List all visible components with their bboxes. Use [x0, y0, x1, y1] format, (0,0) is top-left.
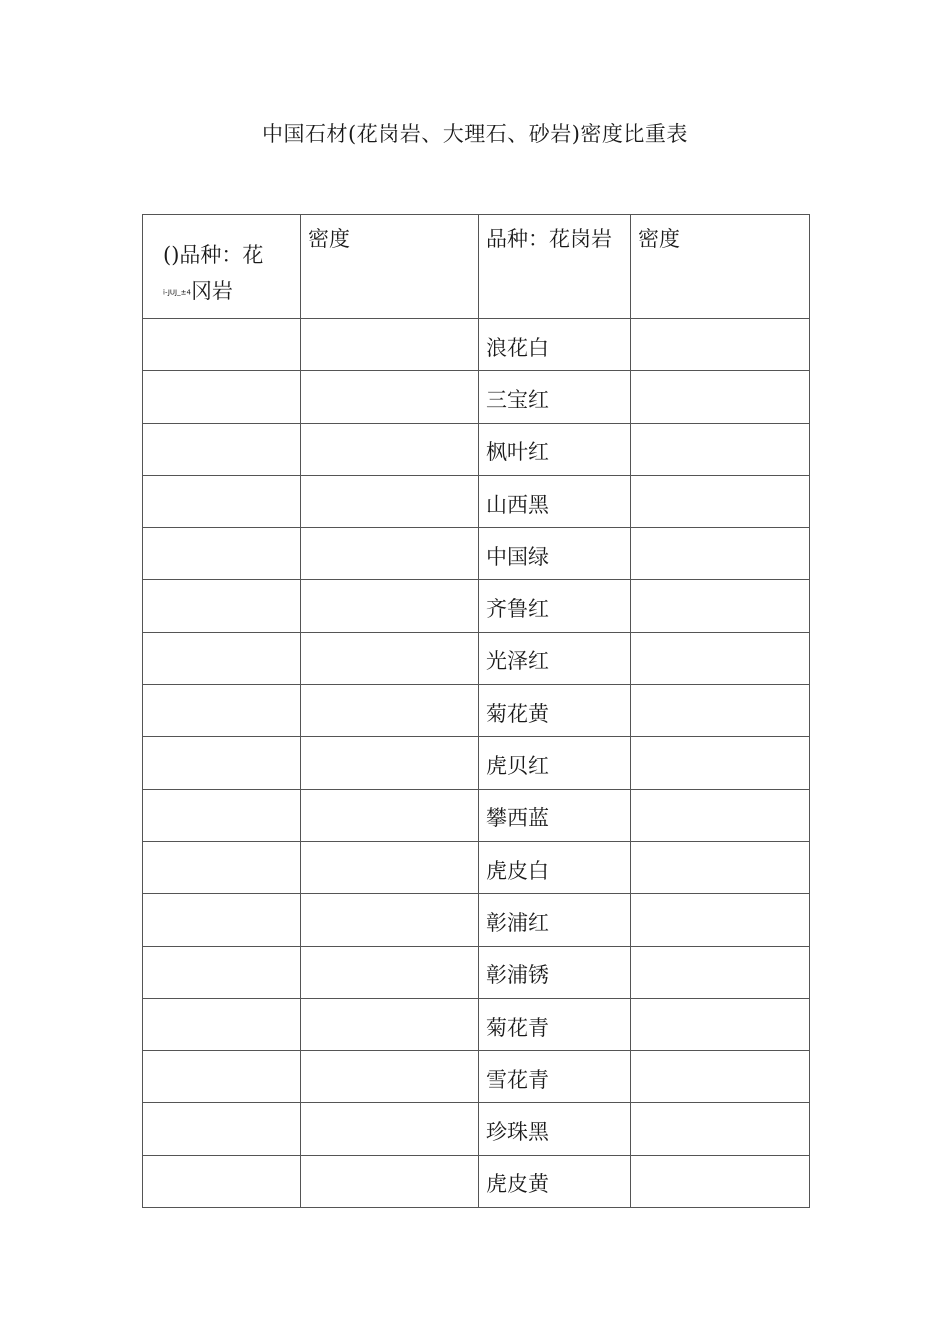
cell-density-left	[301, 632, 479, 684]
cell-variety-right: 三宝红	[479, 371, 631, 423]
header-variety-right: 品种：花岗岩	[479, 215, 631, 319]
cell-density-right	[631, 1051, 810, 1103]
cell-variety-right: 枫叶红	[479, 423, 631, 475]
cell-density-left	[301, 475, 479, 527]
cell-variety-right: 珍珠黑	[479, 1103, 631, 1155]
cell-density-right	[631, 580, 810, 632]
cell-density-right	[631, 1155, 810, 1207]
table-row	[143, 1103, 810, 1155]
table-row	[143, 423, 810, 475]
cell-density-left	[301, 319, 479, 371]
cell-density-right	[631, 423, 810, 475]
cell-variety-right: 浪花白	[479, 319, 631, 371]
table-row	[143, 685, 810, 737]
table-header-row	[143, 215, 810, 319]
table-body	[143, 215, 810, 1208]
table-row	[143, 737, 810, 789]
cell-variety-right: 齐鲁红	[479, 580, 631, 632]
table-row	[143, 1155, 810, 1207]
cell-variety-left	[143, 580, 301, 632]
cell-density-left	[301, 371, 479, 423]
cell-density-left	[301, 1051, 479, 1103]
cell-variety-left	[143, 841, 301, 893]
cell-density-right	[631, 737, 810, 789]
table-row	[143, 946, 810, 998]
cell-density-right	[631, 946, 810, 998]
cell-variety-left	[143, 1155, 301, 1207]
table-row	[143, 371, 810, 423]
cell-density-left	[301, 998, 479, 1050]
density-table	[142, 214, 810, 1208]
cell-density-right	[631, 1103, 810, 1155]
cell-density-right	[631, 632, 810, 684]
table-row	[143, 841, 810, 893]
cell-variety-right: 菊花黄	[479, 685, 631, 737]
table-row	[143, 789, 810, 841]
cell-variety-left	[143, 475, 301, 527]
cell-variety-left	[143, 894, 301, 946]
cell-density-left	[301, 1103, 479, 1155]
cell-density-left	[301, 789, 479, 841]
cell-variety-right: 虎贝红	[479, 737, 631, 789]
document-title: 中国石材(花岗岩、大理石、砂岩)密度比重表	[262, 122, 688, 146]
table-row	[143, 998, 810, 1050]
cell-density-left	[301, 580, 479, 632]
table-row	[143, 528, 810, 580]
header-variety-left-line1: ()品种：花	[163, 243, 264, 267]
cell-density-left	[301, 841, 479, 893]
cell-density-right	[631, 475, 810, 527]
cell-density-right	[631, 371, 810, 423]
table-row	[143, 632, 810, 684]
cell-density-left	[301, 1155, 479, 1207]
cell-density-left	[301, 685, 479, 737]
cell-variety-left	[143, 528, 301, 580]
header-small-text: i-JUJ_±4	[163, 288, 191, 297]
cell-variety-left	[143, 1103, 301, 1155]
cell-variety-right: 彰浦锈	[479, 946, 631, 998]
cell-density-left	[301, 423, 479, 475]
cell-variety-left	[143, 685, 301, 737]
cell-density-left	[301, 737, 479, 789]
cell-density-left	[301, 894, 479, 946]
header-variety-left-line2	[163, 273, 300, 311]
cell-variety-left	[143, 789, 301, 841]
cell-density-left	[301, 946, 479, 998]
cell-variety-left	[143, 632, 301, 684]
cell-variety-left	[143, 1051, 301, 1103]
cell-variety-left	[143, 998, 301, 1050]
table-row	[143, 580, 810, 632]
cell-variety-left	[143, 423, 301, 475]
cell-density-right	[631, 841, 810, 893]
cell-variety-left	[143, 371, 301, 423]
cell-variety-right: 彰浦红	[479, 894, 631, 946]
cell-density-left	[301, 528, 479, 580]
cell-variety-right: 中国绿	[479, 528, 631, 580]
table-row	[143, 319, 810, 371]
header-density-right: 密度	[631, 215, 810, 319]
header-variety-left-suffix: 冈岩	[190, 279, 233, 303]
cell-variety-right: 菊花青	[479, 998, 631, 1050]
header-variety-left	[143, 215, 301, 319]
cell-variety-right: 光泽红	[479, 632, 631, 684]
cell-variety-right: 虎皮黄	[479, 1155, 631, 1207]
table-row	[143, 894, 810, 946]
cell-density-right	[631, 319, 810, 371]
cell-variety-right: 虎皮白	[479, 841, 631, 893]
table-row	[143, 1051, 810, 1103]
cell-density-right	[631, 528, 810, 580]
cell-variety-left	[143, 946, 301, 998]
cell-variety-right: 山西黑	[479, 475, 631, 527]
cell-density-right	[631, 789, 810, 841]
cell-density-right	[631, 685, 810, 737]
cell-density-right	[631, 894, 810, 946]
cell-variety-right: 攀西蓝	[479, 789, 631, 841]
table-row	[143, 475, 810, 527]
cell-variety-right: 雪花青	[479, 1051, 631, 1103]
cell-variety-left	[143, 737, 301, 789]
cell-density-right	[631, 998, 810, 1050]
cell-variety-left	[143, 319, 301, 371]
header-density-left: 密度	[301, 215, 479, 319]
